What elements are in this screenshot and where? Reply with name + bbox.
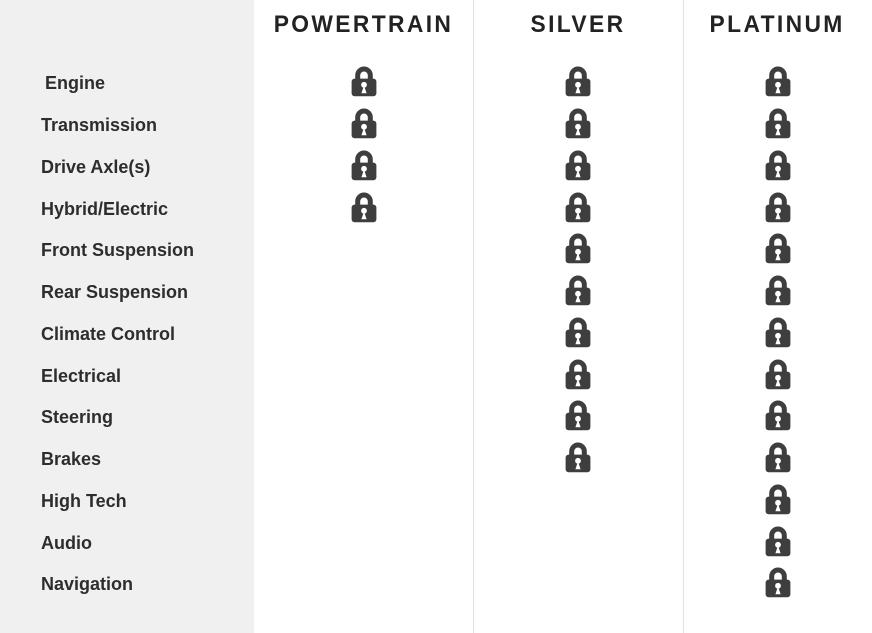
lock-icon: [349, 149, 379, 182]
coverage-cell-platinum-climate-control: [683, 314, 872, 356]
lock-icon: [349, 107, 379, 140]
coverage-cell-powertrain-brakes: [254, 439, 473, 481]
coverage-cell-powertrain-rear-suspension: [254, 272, 473, 314]
row-label-steering: [0, 397, 254, 439]
column-header-silver: [473, 0, 683, 63]
coverage-cell-silver-climate-control: [473, 314, 683, 356]
lock-icon: [763, 232, 793, 265]
coverage-cell-silver-front-suspension: [473, 230, 683, 272]
coverage-cell-platinum-brakes: [683, 439, 872, 481]
row-label-rear-suspension: [0, 272, 254, 314]
lock-icon: [763, 274, 793, 307]
lock-icon: [763, 358, 793, 391]
coverage-cell-silver-navigation: [473, 564, 683, 606]
coverage-cell-silver-electrical: [473, 355, 683, 397]
row-label-text: Drive Axle(s): [41, 156, 151, 177]
coverage-cell-silver-brakes: [473, 439, 683, 481]
row-label-brakes: [0, 439, 254, 481]
lock-icon: [563, 149, 593, 182]
lock-icon: [563, 232, 593, 265]
lock-icon: [563, 274, 593, 307]
coverage-cell-platinum-high-tech: [683, 481, 872, 523]
coverage-cell-platinum-front-suspension: [683, 230, 872, 272]
row-label-navigation: [0, 564, 254, 606]
row-label-text: Engine: [45, 73, 106, 94]
coverage-cell-platinum-rear-suspension: [683, 272, 872, 314]
coverage-cell-powertrain-electrical: [254, 355, 473, 397]
row-label-electrical: [0, 355, 254, 397]
coverage-cell-platinum-drive-axle-s: [683, 147, 872, 189]
row-label-text: Navigation: [41, 574, 134, 595]
row-label-audio: [0, 522, 254, 564]
row-label-text: Steering: [41, 407, 114, 428]
row-label-text: High Tech: [41, 490, 127, 511]
lock-icon: [563, 107, 593, 140]
row-label-text: Hybrid/Electric: [41, 198, 169, 219]
lock-icon: [763, 566, 793, 599]
coverage-cell-silver-audio: [473, 522, 683, 564]
lock-icon: [763, 525, 793, 558]
coverage-cell-platinum-engine: [683, 63, 872, 105]
row-label-text: Front Suspension: [41, 240, 194, 261]
coverage-cell-silver-drive-axle-s: [473, 147, 683, 189]
row-label-text: Electrical: [41, 365, 122, 386]
coverage-cell-silver-engine: [473, 63, 683, 105]
row-label-front-suspension: [0, 230, 254, 272]
lock-icon: [349, 65, 379, 98]
column-header-powertrain: [254, 0, 473, 63]
lock-icon: [563, 399, 593, 432]
lock-icon: [763, 441, 793, 474]
lock-icon: [763, 149, 793, 182]
lock-icon: [349, 191, 379, 224]
coverage-cell-powertrain-climate-control: [254, 314, 473, 356]
coverage-cell-powertrain-engine: [254, 63, 473, 105]
lock-icon: [763, 65, 793, 98]
coverage-cell-silver-rear-suspension: [473, 272, 683, 314]
row-label-text: Rear Suspension: [41, 282, 189, 303]
lock-icon: [563, 441, 593, 474]
coverage-cell-powertrain-high-tech: [254, 481, 473, 523]
lock-icon: [763, 107, 793, 140]
lock-icon: [763, 316, 793, 349]
coverage-cell-platinum-electrical: [683, 355, 872, 397]
column-header-platinum: [683, 0, 872, 63]
coverage-cell-powertrain-front-suspension: [254, 230, 473, 272]
coverage-cell-powertrain-steering: [254, 397, 473, 439]
coverage-cell-platinum-navigation: [683, 564, 872, 606]
coverage-cell-powertrain-hybrid-electric: [254, 188, 473, 230]
row-label-engine: [0, 63, 254, 105]
lock-icon: [563, 65, 593, 98]
coverage-cell-platinum-transmission: [683, 105, 872, 147]
row-label-text: Climate Control: [41, 323, 176, 344]
lock-icon: [563, 358, 593, 391]
row-label-climate-control: [0, 314, 254, 356]
lock-icon: [763, 483, 793, 516]
corner-spacer: [0, 0, 254, 63]
column-header-label: SILVER: [530, 11, 626, 38]
coverage-cell-silver-high-tech: [473, 481, 683, 523]
coverage-cell-silver-hybrid-electric: [473, 188, 683, 230]
column-header-label: POWERTRAIN: [273, 11, 454, 38]
row-label-text: Audio: [41, 532, 92, 553]
column-header-label: PLATINUM: [709, 11, 846, 38]
lock-icon: [763, 191, 793, 224]
row-label-hybrid-electric: [0, 188, 254, 230]
lock-icon: [563, 316, 593, 349]
row-label-transmission: [0, 105, 254, 147]
coverage-cell-powertrain-drive-axle-s: [254, 147, 473, 189]
coverage-cell-silver-transmission: [473, 105, 683, 147]
row-label-text: Transmission: [41, 115, 158, 136]
coverage-cell-powertrain-transmission: [254, 105, 473, 147]
coverage-cell-platinum-audio: [683, 522, 872, 564]
coverage-cell-powertrain-navigation: [254, 564, 473, 606]
row-label-drive-axle-s: [0, 147, 254, 189]
lock-icon: [563, 191, 593, 224]
row-label-high-tech: [0, 481, 254, 523]
coverage-cell-platinum-hybrid-electric: [683, 188, 872, 230]
lock-icon: [763, 399, 793, 432]
row-label-text: Brakes: [41, 449, 102, 470]
coverage-cell-platinum-steering: [683, 397, 872, 439]
coverage-cell-powertrain-audio: [254, 522, 473, 564]
coverage-cell-silver-steering: [473, 397, 683, 439]
